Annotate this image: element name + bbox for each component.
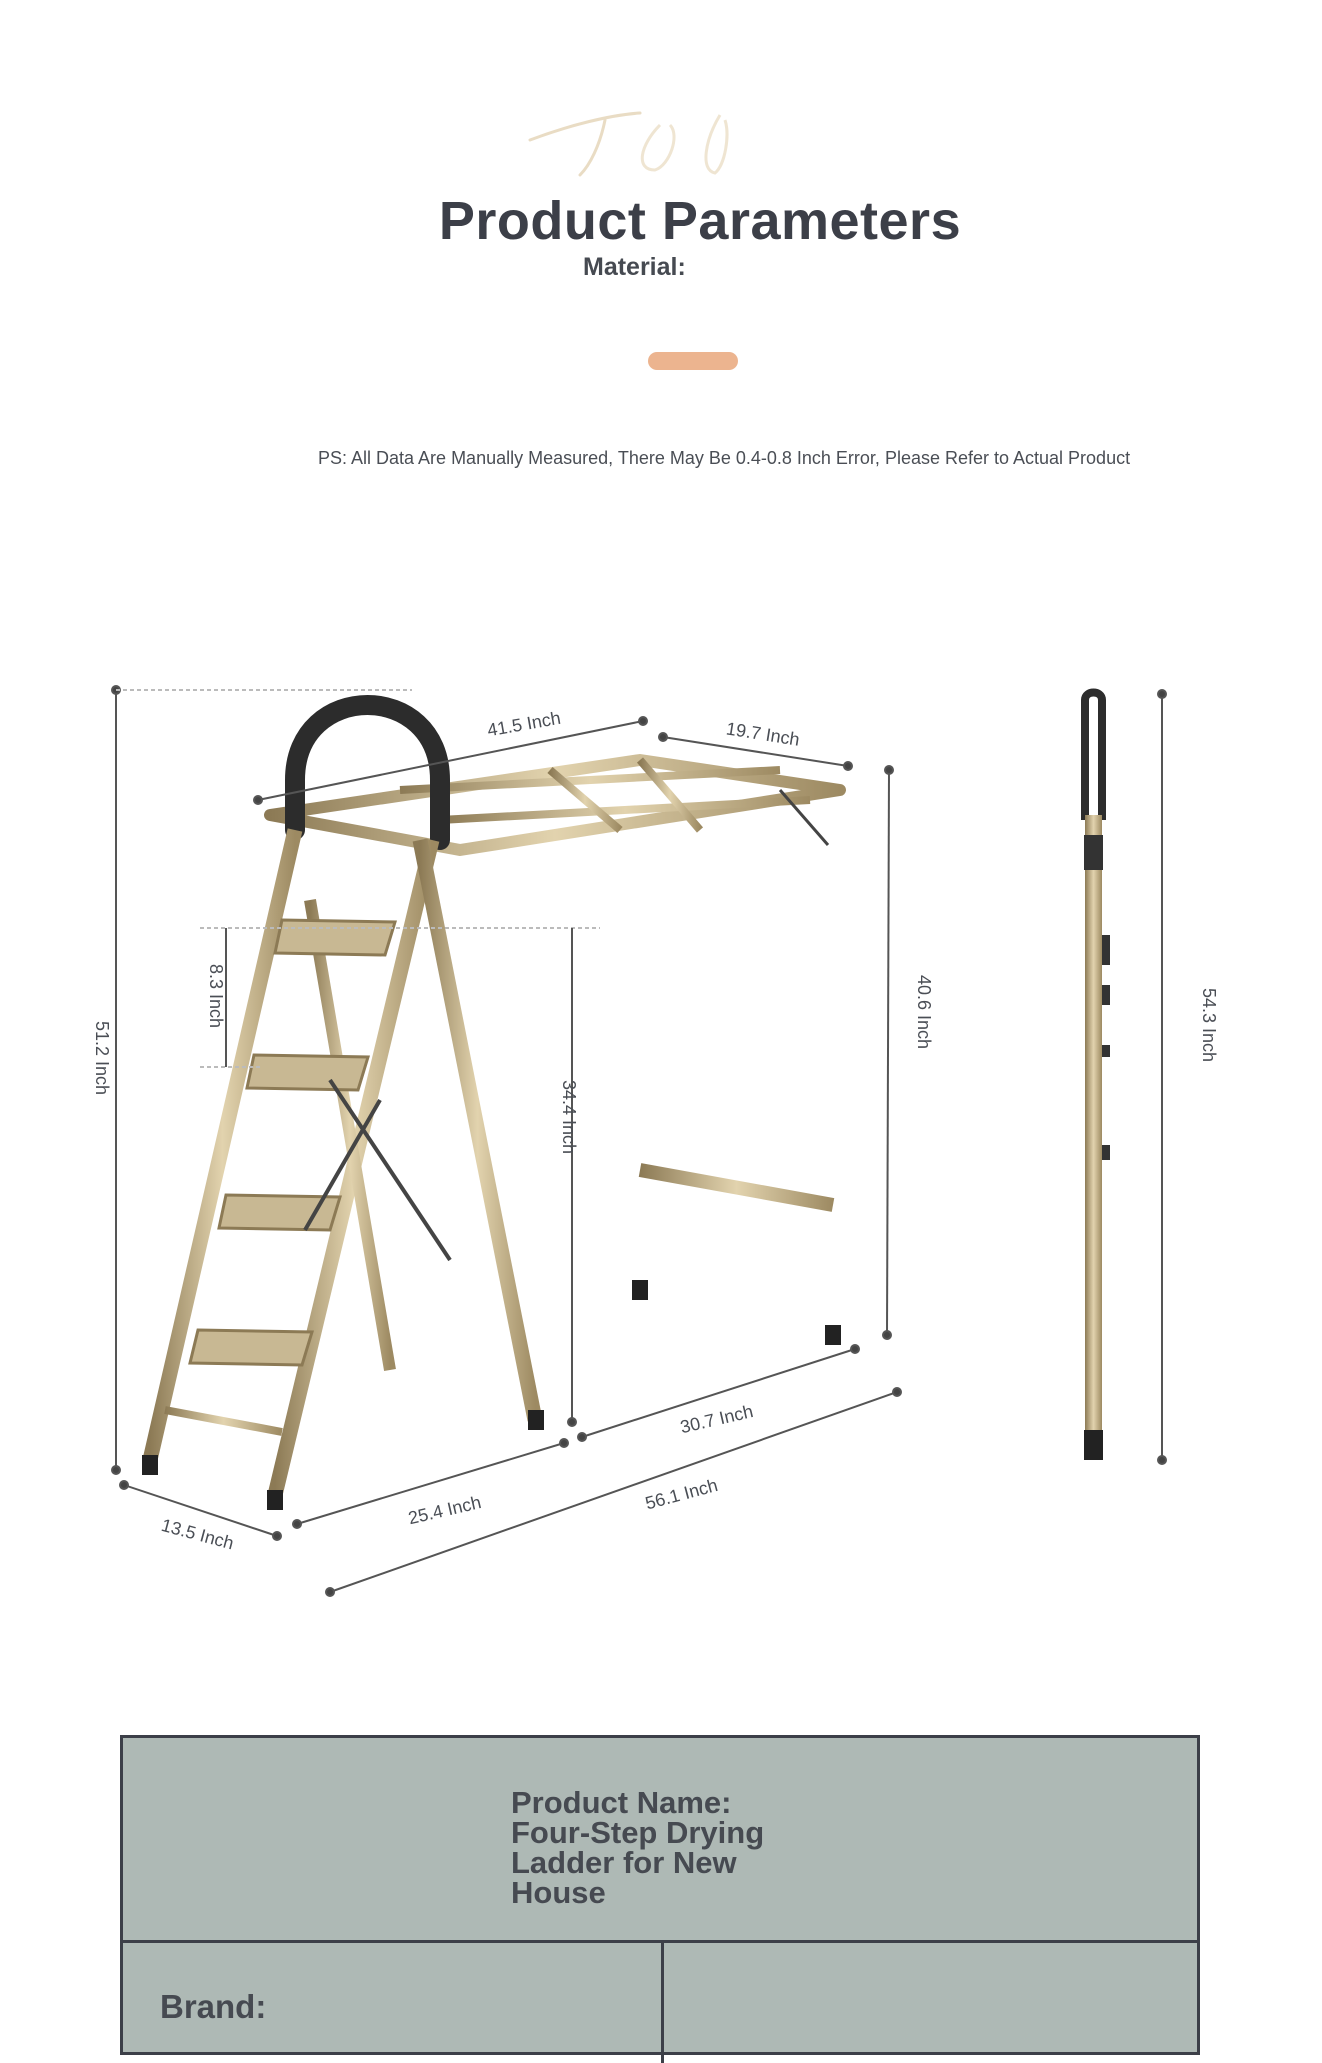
product-name-row: [123, 1738, 1197, 1943]
product-name-label: Product Name:: [511, 1785, 732, 1820]
dimension-label-total-length: 56.1 Inch: [643, 1474, 720, 1514]
brand-cell: [123, 1943, 664, 2063]
dimension-label-rack-base: 30.7 Inch: [678, 1401, 755, 1438]
page-title: Product Parameters: [438, 191, 962, 251]
dimension-label-ladder-base: 25.4 Inch: [406, 1492, 483, 1529]
brand-label: Brand:: [160, 1988, 267, 2025]
folded-side-view: [1084, 693, 1110, 1461]
measurement-note: PS: All Data Are Manually Measured, There May Be 0.4-0.8 Inch Error, Please Refer to Actual Product: [318, 448, 1131, 468]
dimension-label-top-width: 19.7 Inch: [724, 718, 802, 750]
dimension-label-folded-height: 54.3 Inch: [1199, 987, 1219, 1063]
product-name-value: Four-Step Drying Ladder for New House: [511, 1815, 765, 1910]
product-name: [511, 1785, 811, 1910]
dimension-label-overall-height: 51.2 Inch: [92, 1020, 112, 1096]
dimension-label-step-spacing: 8.3 Inch: [206, 963, 226, 1029]
dimension-label-rack-height: 40.6 Inch: [914, 974, 934, 1050]
parameter-table: [120, 1735, 1200, 2055]
dimension-label-top-length: 41.5 Inch: [485, 707, 563, 741]
dimension-label-platform-height: 34.4 Inch: [559, 1079, 579, 1155]
material-label: Material:: [583, 253, 686, 281]
dimension-label-ladder-depth: 13.5 Inch: [159, 1514, 236, 1554]
drying-rack: [270, 760, 841, 1345]
